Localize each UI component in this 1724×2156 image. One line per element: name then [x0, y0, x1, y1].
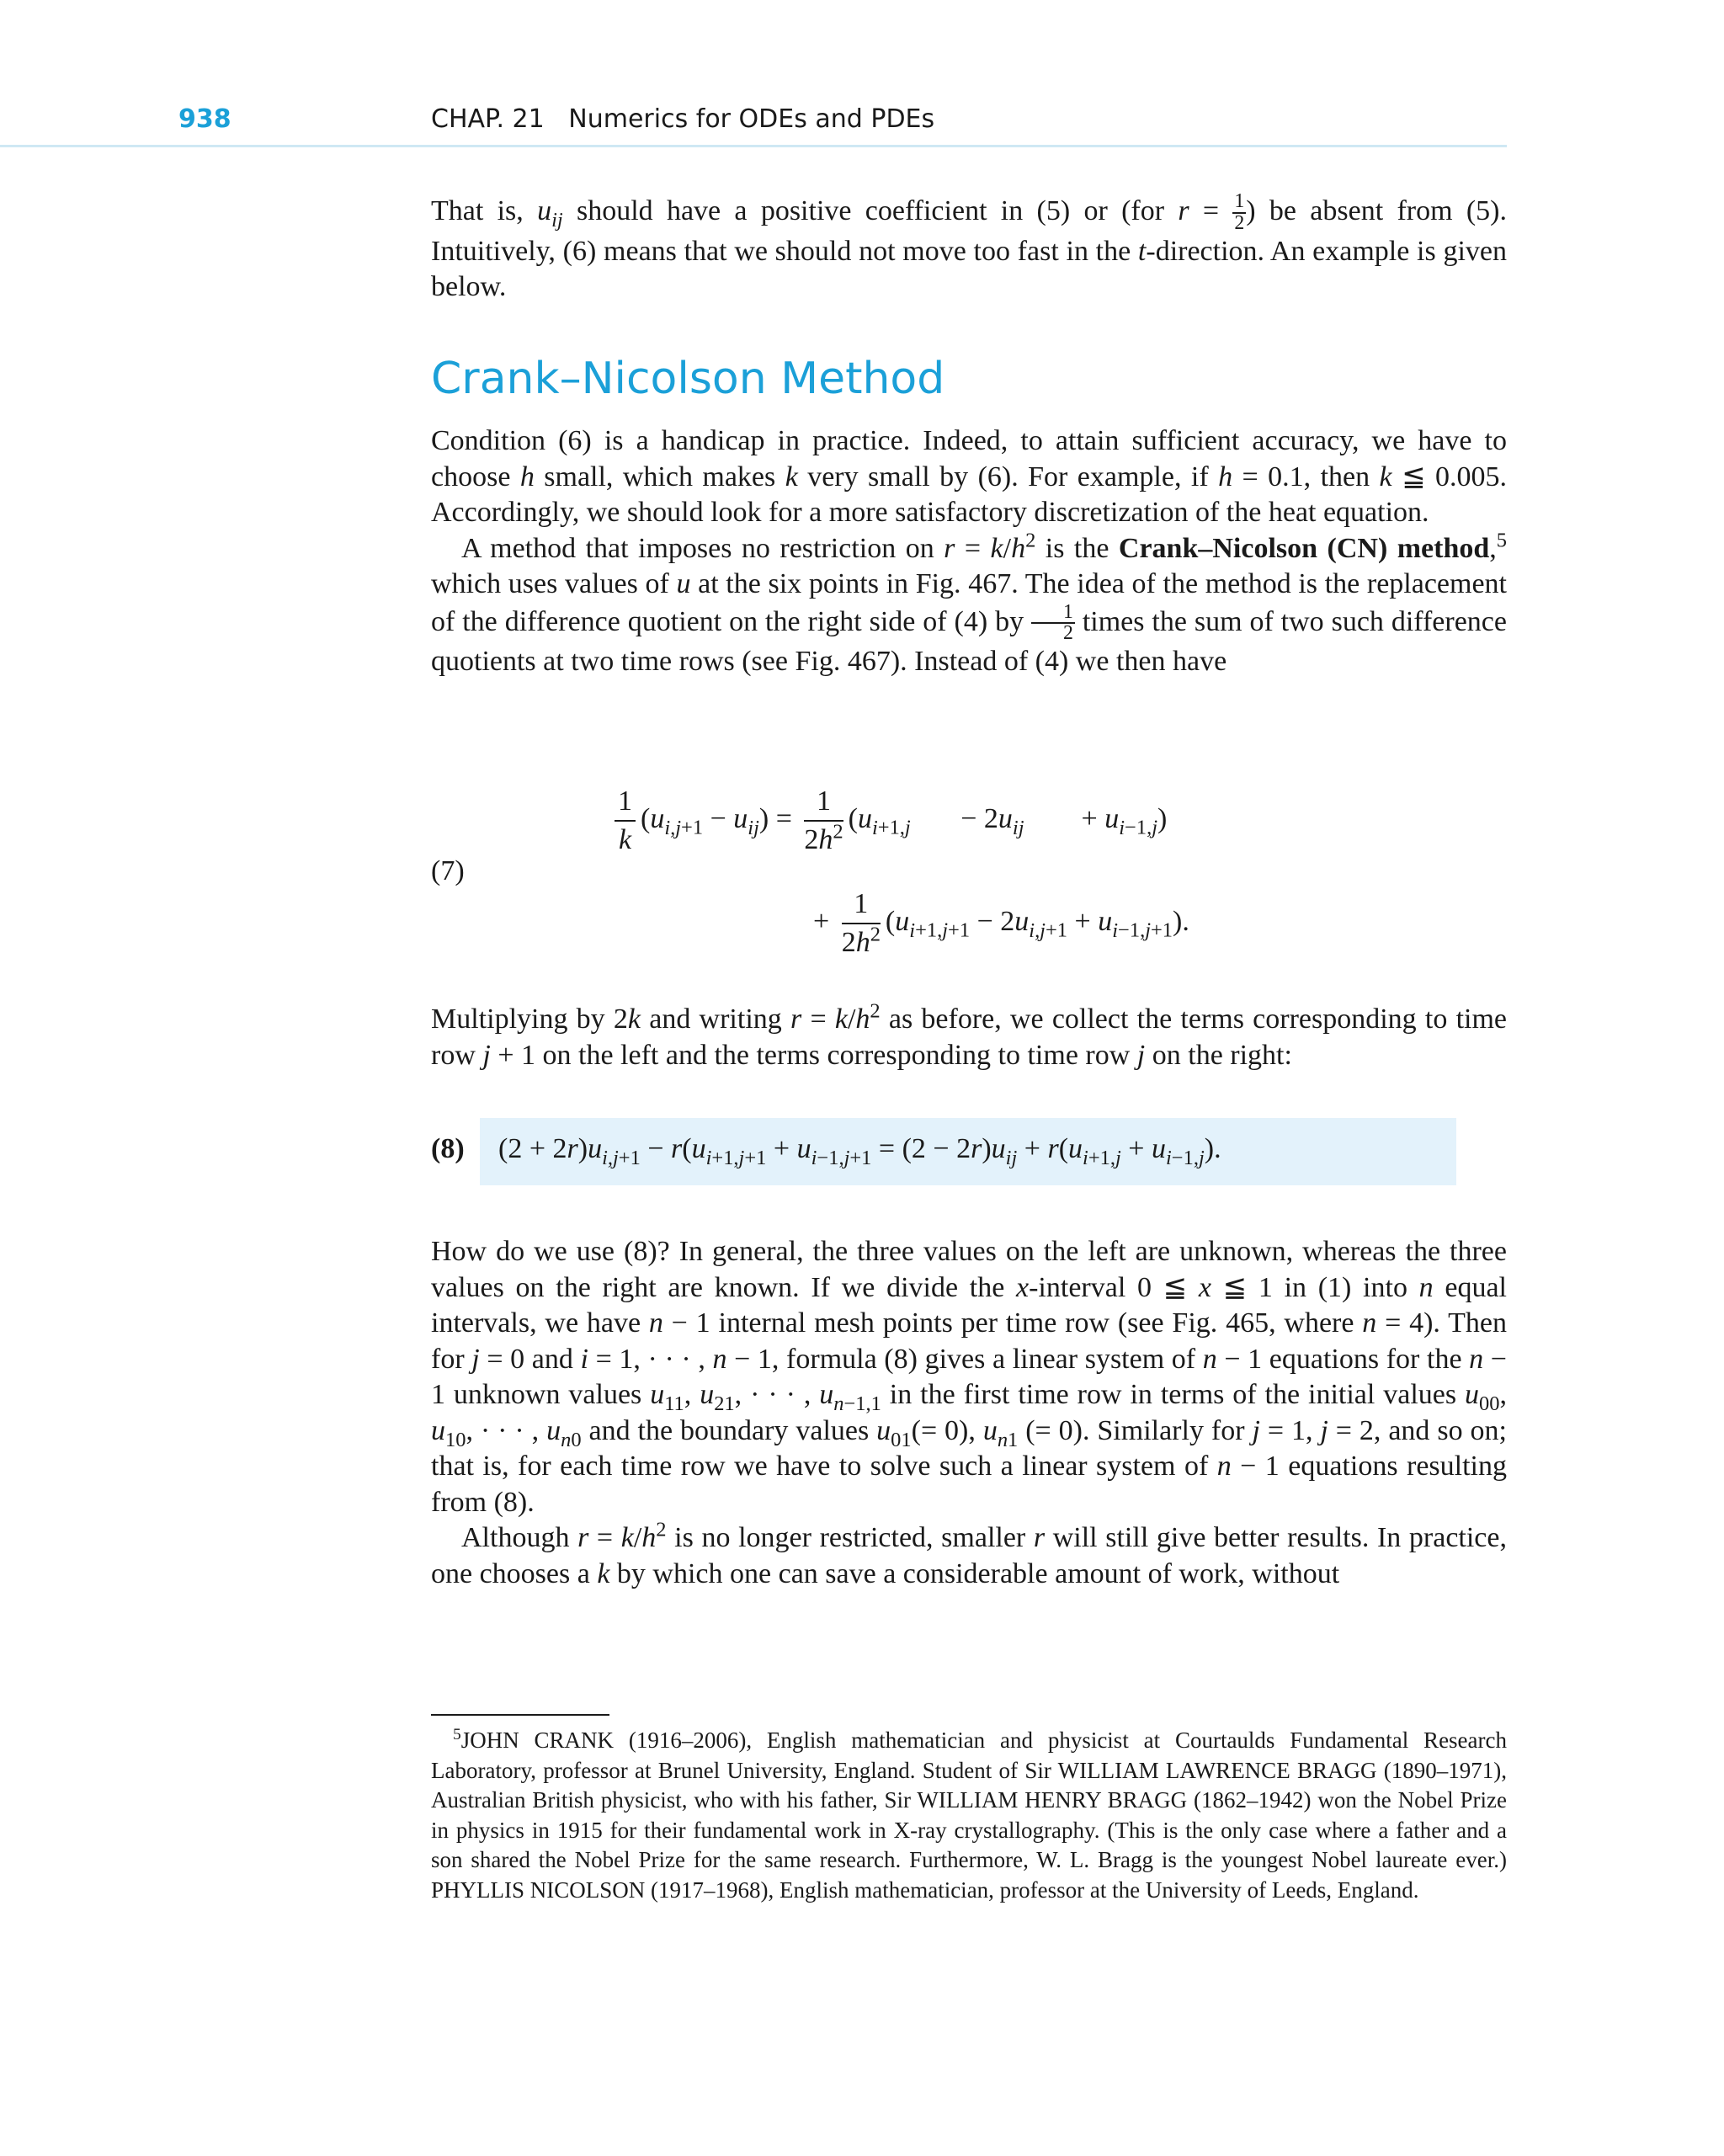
running-header	[0, 104, 1507, 147]
footnote	[431, 1726, 1507, 1905]
section-title: Crank–Nicolson Method	[431, 354, 945, 404]
intro-paragraph: That is, $u_{ij}$ should have a positive coefficient in (5) or (for r = $\frac{1}{2}$ ) be absent from (5). Intuitively, (6) means that we should not move too fast in the t-direction. An example is given below.	[431, 190, 1507, 303]
usage-paragraphs: How do we use (8)? In general, the three values on the left are unknown, whereas the three values on the right are known. If we divide the x-interval 0 ≦ x ≦ 1 in (1) into n equal intervals, we have n − 1 internal mesh points per time row (see Fig. 465, where n = 4). Then for j = 0 and i = 1, · · · , n − 1, formula (8) gives a linear system of n − 1 equations for the n − 1 unknown values $u_{11}$, $u_{21}$, · · · , $u_{n-1,1}$ in the first time row in terms of the initial values $u_{00}$, $u_{10}$, · · · , $u_{n0}$ and the boundary values $u_{01}(= 0)$, $u_{n1}$ (= 0). Similarly for j = 1, j = 2, and so on; that is, for each time row we have to solve such a linear system of n − 1 equations resulting from (8). Although $r = k/h^2$ is no longer restricted, smaller r will still give better results. In practice, one chooses a k by which one can save a considerable amount of work, without	[431, 1236, 1508, 1589]
multiply-paragraph: Multiplying by 2k and writing $r = k/h^2$ as before, we collect the terms corresponding to time row j + 1 on the left and the terms corresponding to time row j on the right:	[431, 999, 1508, 1071]
footnote-text: JOHN CRANK (1916–2006), English mathematician and physicist at Courtaulds Fundamental Research Laboratory, professor at Brunel University, England. Student of Sir WILLIAM LAWRENCE BRAGG (1890–1971), Australian British physicist, who with his father, Sir WILLIAM HENRY BRAGG (1862–1942) won the Nobel Prize in physics in 1915 for their fundamental work in X-ray crystallography. (This is the only case where a father and a son shared the Nobel Prize for the same research. Furthermore, W. L. Bragg is the youngest Nobel laureate ever.) PHYLLIS NICOLSON (1917–1968), English mathematician, professor at the University of Leeds, England.	[431, 1727, 1507, 1903]
cn-paragraphs: Condition (6) is a handicap in practice. Indeed, to attain sufficient accuracy, we have to choose h small, which makes k very small by (6). For example, if h = 0.1, then k ≦ 0.005. Accordingly, we should look for a more satisfactory discretization of the heat equation. A method that imposes no restriction on $r = k/h^2$ is the Crank–Nicolson (CN) method,$^5$ which uses values of u at the six points in Fig. 467. The idea of the method is the replacement of the difference quotient on the right side of (4) by $\frac{1}{2}$ times the sum of two such difference quotients at two time rows (see Fig. 467). Instead of (4) we then have	[431, 425, 1508, 678]
equation-7-label: (7)	[431, 855, 465, 886]
page-number: 938	[178, 104, 231, 134]
chapter-title: CHAP. 21 Numerics for ODEs and PDEs	[431, 104, 935, 134]
footnote-rule	[431, 1714, 609, 1716]
equation-8-label: (8)	[431, 1133, 465, 1164]
footnote-mark: 5	[453, 1726, 461, 1743]
equation-8: $(2 + 2r)u_{i,j+1} - r(u_{i+1,j+1} + u_{i-1,j+1} = (2 - 2r)u_{ij} + r(u_{i+1,j} + u_{i-1,j})$.	[498, 1133, 1221, 1169]
